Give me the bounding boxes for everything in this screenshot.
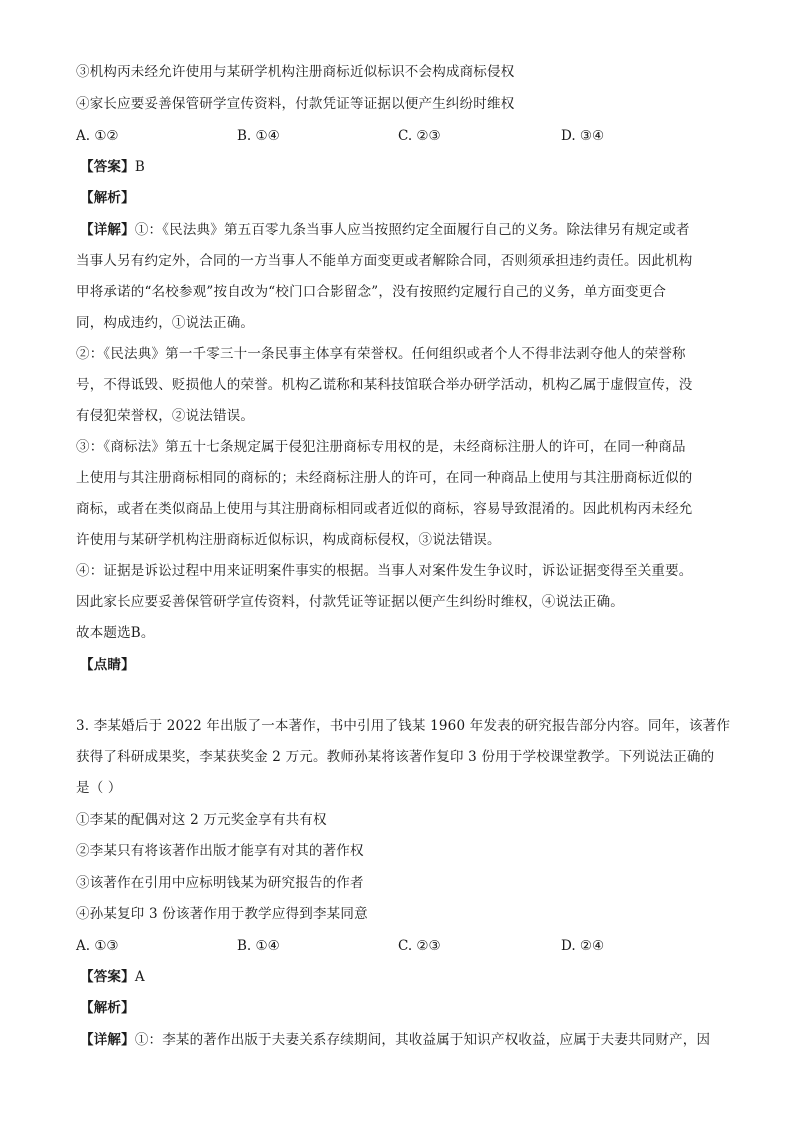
q3-statement-4: ④孙某复印 3 份该著作用于教学应得到李某同意 xyxy=(76,906,368,922)
q3-statement-1: ①李某的配偶对这 2 万元奖金享有共有权 xyxy=(76,812,327,828)
detail-line-9: 上使用与其注册商标相同的商标的；未经商标注册人的许可，在同一种商品上使用与其注册商标近似的 xyxy=(76,470,693,486)
q3-option-b: B. ①④ xyxy=(237,938,280,954)
conclusion-line: 故本题选B。 xyxy=(76,625,155,641)
q3-statement-3: ③该著作在引用中应标明钱某为研究报告的作者 xyxy=(76,875,364,891)
q3-analysis-label: 【解析】 xyxy=(80,1000,135,1016)
q3-option-a: A. ①③ xyxy=(76,938,119,954)
option-c: C. ②③ xyxy=(398,128,441,144)
detail-line-6: 号，不得诋毁、贬损他人的荣誉。机构乙谎称和某科技馆联合举办研学活动，机构乙属于虚假宣传，没 xyxy=(76,377,693,393)
detail-line-3: 甲将承诺的“名校参观”按自改为“校门口合影留念”，没有按照约定履行自己的义务，单方面变更合 xyxy=(76,284,667,300)
detail-text: ①：《民法典》第五百零九条当事人应当按照约定全面履行自己的义务。除法律另有规定或者 xyxy=(134,222,690,238)
statement-4: ④家长应要妥善保管研学宣传资料，付款凭证等证据以便产生纠纷时维权 xyxy=(76,96,515,112)
analysis-label: 【解析】 xyxy=(80,190,135,206)
detail-line-5: ②：《民法典》第一千零三十一条民事主体享有荣誉权。任何组织或者个人不得非法剥夺他人的荣誉称 xyxy=(76,346,686,362)
detail-line-7: 有侵犯荣誉权，②说法错误。 xyxy=(76,408,255,424)
option-a: A. ①② xyxy=(76,128,119,144)
statement-3: ③机构丙未经允许使用与某研学机构注册商标近似标识不会构成商标侵权 xyxy=(76,64,515,80)
q3-option-c: C. ②③ xyxy=(398,938,441,954)
q3-option-d: D. ②④ xyxy=(561,938,605,954)
detail-line-13: 因此家长应要妥善保管研学宣传资料，付款凭证等证据以便产生纠纷时维权，④说法正确。 xyxy=(76,594,624,610)
comment-label: 【点睛】 xyxy=(80,657,135,673)
detail-label: 【详解】 xyxy=(80,222,135,238)
detail-line-2: 当事人另有约定外，合同的一方当事人不能单方面变更或者解除合同，否则须承担违约责任。因此机构 xyxy=(76,253,693,269)
answer-line xyxy=(80,157,720,177)
option-b: B. ①④ xyxy=(237,128,280,144)
answer-label: 【答案】 xyxy=(80,159,135,175)
q3-detail-line-1 xyxy=(80,1030,720,1050)
q3-stem-line-2: 获得了科研成果奖，李某获奖金 2 万元。教师孙某将该著作复印 3 份用于学校课堂教学。下列说法正确的 xyxy=(76,749,715,765)
q3-stem-line-1: 3. 李某婚后于 2022 年出版了一本著作，书中引用了钱某 1960 年发表的研究报告部分内容。同年，该著作 xyxy=(76,718,731,734)
answer-value: B xyxy=(134,159,145,175)
detail-line-8: ③：《商标法》第五十七条规定属于侵犯注册商标专用权的是，未经商标注册人的许可，在同一种商品 xyxy=(76,439,686,455)
q3-stem-line-3: 是（ ） xyxy=(76,780,122,796)
detail-line-4: 同，构成违约，①说法正确。 xyxy=(76,315,255,331)
q3-detail-text: ①：李某的著作出版于夫妻关系存续期间，其收益属于知识产权收益，应属于夫妻共同财产，因 xyxy=(134,1032,711,1048)
detail-line-10: 商标，或者在类似商品上使用与其注册商标相同或者近似的商标，容易导致混淆的。因此机构丙未经允 xyxy=(76,501,693,517)
q3-detail-label: 【详解】 xyxy=(80,1032,135,1048)
q3-statement-2: ②李某只有将该著作出版才能享有对其的著作权 xyxy=(76,843,364,859)
option-d: D. ③④ xyxy=(561,128,605,144)
detail-line-11: 许使用与某研学机构注册商标近似标识，构成商标侵权，③说法错误。 xyxy=(76,532,501,548)
detail-line-12: ④：证据是诉讼过程中用来证明案件事实的根据。当事人对案件发生争议时，诉讼证据变得至关重要。 xyxy=(76,563,693,579)
q3-answer-label: 【答案】 xyxy=(80,969,135,985)
detail-line-1 xyxy=(80,220,720,240)
q3-answer-line xyxy=(80,967,720,987)
q3-answer-value: A xyxy=(134,969,145,985)
